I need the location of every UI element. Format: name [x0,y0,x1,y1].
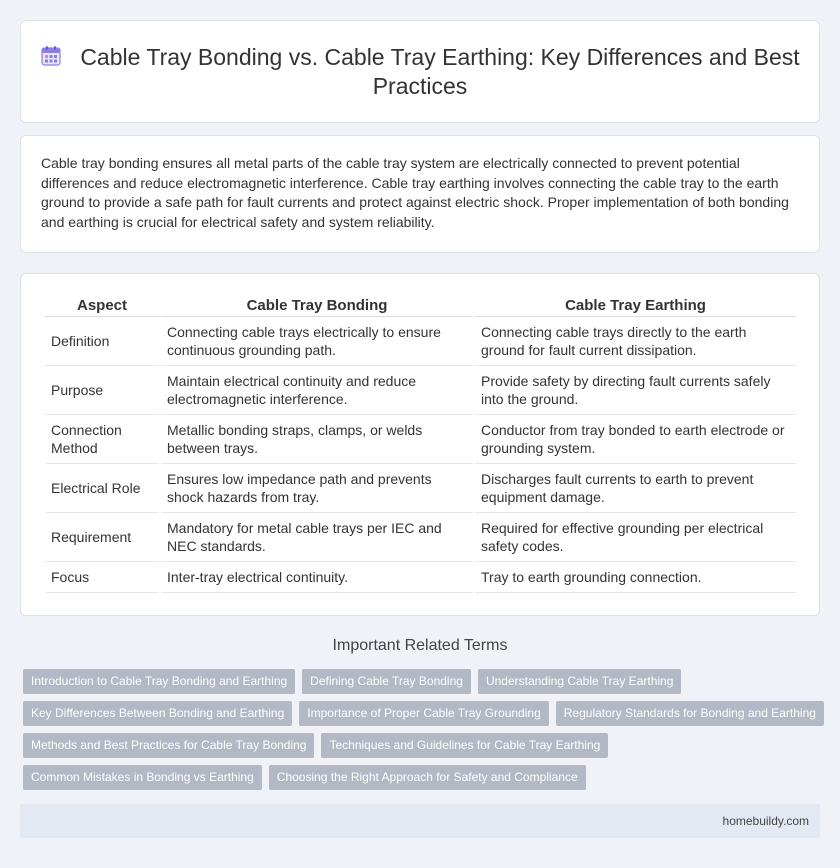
tag-row [23,733,823,758]
related-term-tag[interactable]: Introduction to Cable Tray Bonding and Earthing [23,669,295,694]
cell-aspect: Definition [45,317,159,366]
cell-aspect: Requirement [45,513,159,562]
table-header-row [45,292,796,317]
tag-row [23,669,823,694]
related-terms-title: Important Related Terms [332,637,508,654]
table-row [45,513,796,562]
intro-card [20,135,820,253]
table-row [45,562,796,593]
header-bonding: Cable Tray Bonding [161,292,473,317]
cell-aspect: Focus [45,562,159,593]
cell-bonding: Maintain electrical continuity and reduce electromagnetic interference. [161,366,473,415]
cell-earthing: Connecting cable trays directly to the earth ground for fault current dissipation. [475,317,796,366]
related-term-tag[interactable]: Techniques and Guidelines for Cable Tray Earthing [321,733,608,758]
header-card [20,20,820,123]
cell-bonding: Inter-tray electrical continuity. [161,562,473,593]
table-row [45,366,796,415]
footer [20,804,820,838]
comparison-table-card [20,273,820,616]
table-row [45,464,796,513]
cell-earthing: Discharges fault currents to earth to prevent equipment damage. [475,464,796,513]
cell-bonding: Connecting cable trays electrically to ensure continuous grounding path. [161,317,473,366]
intro-paragraph: Cable tray bonding ensures all metal parts of the cable tray system are electrically connected to prevent potential differences and reduce electromagnetic interference. Cable tray earthing involves connecting the cable tray to the earth ground to provide a safe path for fault currents and protect against electric shock. Proper implementation of both bonding and earthing is crucial for electrical safety and system reliability. [41,155,789,230]
cell-earthing: Provide safety by directing fault currents safely into the ground. [475,366,796,415]
cell-aspect: Connection Method [45,415,159,464]
footer-site[interactable]: homebuildy.com [722,814,809,828]
header-earthing: Cable Tray Earthing [475,292,796,317]
related-term-tag[interactable]: Key Differences Between Bonding and Earthing [23,701,292,726]
related-term-tag[interactable]: Importance of Proper Cable Tray Grounding [299,701,548,726]
related-term-tag[interactable]: Common Mistakes in Bonding vs Earthing [23,765,262,790]
related-term-tag[interactable]: Choosing the Right Approach for Safety and Compliance [269,765,586,790]
cell-earthing: Required for effective grounding per electrical safety codes. [475,513,796,562]
related-terms-tags [23,669,823,797]
cell-bonding: Ensures low impedance path and prevents shock hazards from tray. [161,464,473,513]
cell-bonding: Mandatory for metal cable trays per IEC and NEC standards. [161,513,473,562]
cell-earthing: Conductor from tray bonded to earth electrode or grounding system. [475,415,796,464]
cell-earthing: Tray to earth grounding connection. [475,562,796,593]
tag-row [23,701,823,726]
related-term-tag[interactable]: Understanding Cable Tray Earthing [478,669,681,694]
related-term-tag[interactable]: Methods and Best Practices for Cable Tray Bonding [23,733,314,758]
cell-aspect: Purpose [45,366,159,415]
table-row [45,317,796,366]
comparison-table [43,292,798,593]
table-row [45,415,796,464]
calendar-icon [40,45,62,72]
related-term-tag[interactable]: Regulatory Standards for Bonding and Earthing [556,701,824,726]
header-aspect: Aspect [45,292,159,317]
title-wrap [40,43,800,101]
page-title: Cable Tray Bonding vs. Cable Tray Earthing: Key Differences and Best Practices [80,43,800,99]
tag-row [23,765,823,790]
cell-aspect: Electrical Role [45,464,159,513]
cell-bonding: Metallic bonding straps, clamps, or welds between trays. [161,415,473,464]
related-term-tag[interactable]: Defining Cable Tray Bonding [302,669,471,694]
